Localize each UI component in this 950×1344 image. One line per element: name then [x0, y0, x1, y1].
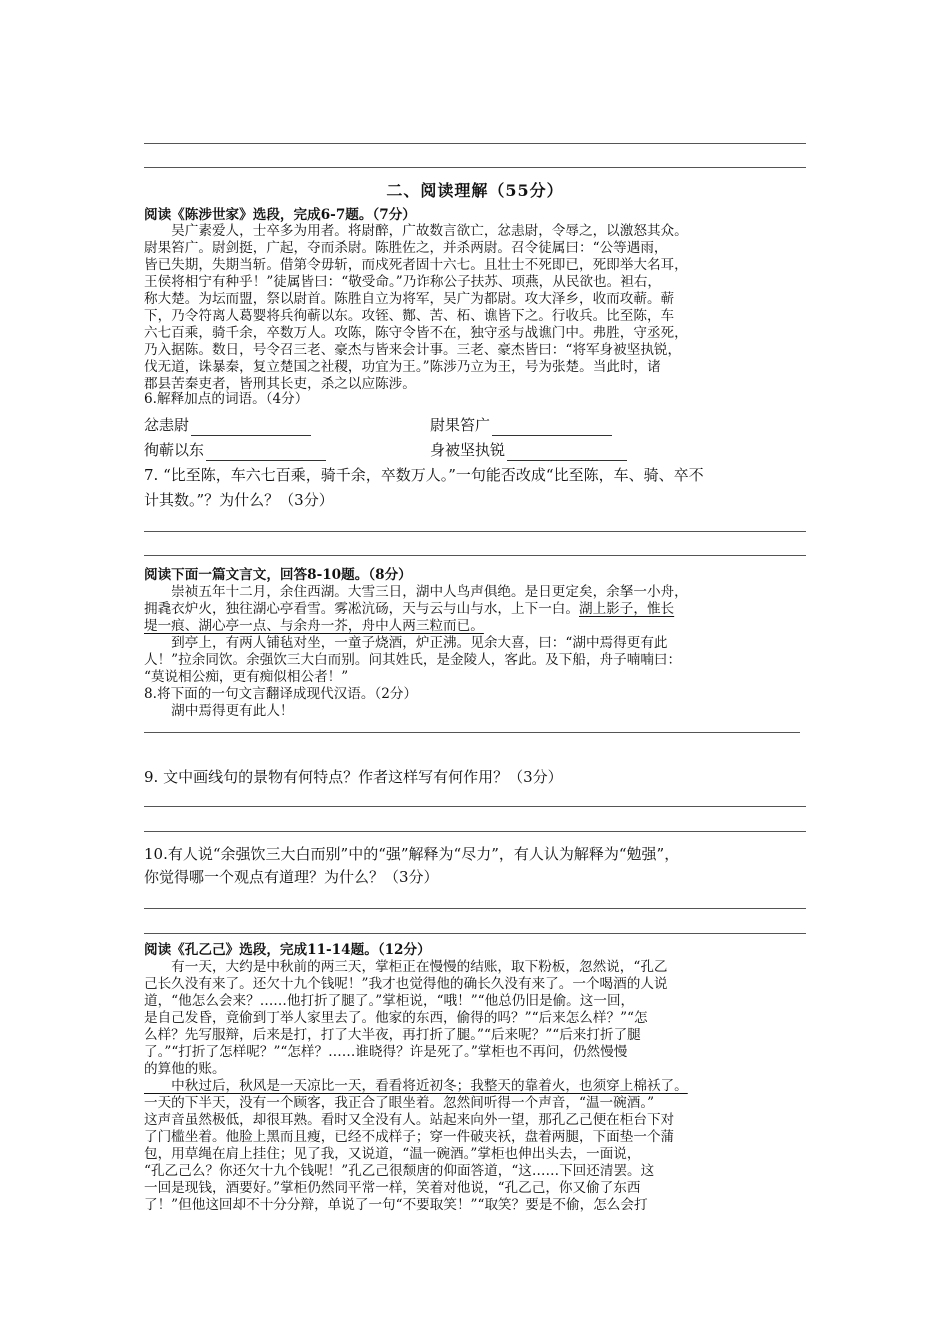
passage-line: 尉果笞广。尉剑挺，广起，夺而杀尉。陈胜佐之，并杀两尉。召令徒属曰：“公等遇雨， [144, 240, 668, 256]
passage-text: 拥毳衣炉火，独往湖心亭看雪。雾凇沆砀，天与云与山与水，上下一白。 [144, 601, 579, 617]
passage-line: 了。”“打折了怎样呢？”“怎样？……谁晓得？许是死了。”掌柜也不再问，仍然慢慢 [144, 1044, 628, 1060]
passage-line: 吴广素爱人，士卒多为用者。将尉醉，广故数言欲亡，忿恚尉，令辱之，以激怒其众。 [144, 223, 688, 239]
passage-line: 王侯将相宁有种乎！”徒属皆曰：“敬受命。”乃诈称公子扶苏、项燕，从民欲也。袒右， [144, 274, 662, 290]
passage-line: 了！”但他这回却不十分分辩，单说了一句“不要取笑！”“取笑？要是不偷，怎么会打 [144, 1197, 648, 1213]
passage-line: 这声音虽然极低，却很耳熟。看时又全没有人。站起来向外一望，那孔乙己便在柜台下对 [144, 1112, 675, 1128]
passage-line: 一天的下半天，没有一个顾客，我正合了眼坐着。忽然间听得一个声音，“温一碗酒。” [144, 1095, 655, 1111]
reading2-header: 阅读下面一篇文言文，回答8-10题。（8分） [144, 567, 412, 583]
question-7: 7. “比至陈，车六七百乘，骑千余，卒数万人。”一句能否改成“比至陈，车、骑、卒不 [144, 466, 704, 484]
question-10: 10.有人说“余强饮三大白而别”中的“强”解释为“尽力”，有人认为解释为“勉强”， [144, 845, 680, 863]
passage-line: 崇祯五年十二月，余住西湖。大雪三日，湖中人鸟声俱绝。是日更定矣，余拏一小舟， [144, 584, 688, 600]
answer-line[interactable] [144, 531, 806, 532]
passage-line: 下，乃令符离人葛婴将兵徇蕲以东。攻铚、酂、苦、柘、谯皆下之。行收兵。比至陈，车 [144, 308, 675, 324]
answer-line[interactable] [144, 555, 806, 556]
passage-line: 有一天，大约是中秋前的两三天，掌柜正在慢慢的结账，取下粉板，忽然说，“孔乙 [144, 959, 668, 975]
question-8: 8.将下面的一句文言翻译成现代汉语。（2分） [144, 686, 418, 702]
q6-item [430, 414, 612, 436]
q6-item [430, 439, 627, 461]
answer-line [144, 167, 806, 168]
answer-line[interactable] [144, 933, 806, 934]
answer-line[interactable] [144, 831, 806, 832]
q6-item-label: 忿恚尉 [144, 416, 190, 434]
reading3-header: 阅读《孔乙己》选段，完成11-14题。（12分） [144, 942, 431, 958]
passage-line: 六七百乘，骑千余，卒数万人。攻陈，陈守令皆不在，独守丞与战谯门中。弗胜，守丞死， [144, 325, 688, 341]
q6-item-label: 徇蕲以东 [144, 441, 205, 459]
question-8-sentence: 湖中焉得更有此人！ [144, 703, 294, 719]
answer-line[interactable] [144, 908, 806, 909]
question-7-cont: 计其数。”？为什么？（3分） [144, 491, 334, 509]
question-6: 6.解释加点的词语。（4分） [144, 391, 309, 407]
passage-line [144, 601, 674, 618]
answer-line [144, 143, 806, 144]
answer-line[interactable] [144, 806, 806, 807]
passage-line: 么样？先写服辩，后来是打，打了大半夜，再打折了腿。”“后来呢？”“后来打折了腿 [144, 1027, 641, 1043]
passage-line: 了门槛坐着。他脸上黑而且瘦，已经不成样子；穿一件破夹袄，盘着两腿，下面垫一个蒲 [144, 1129, 675, 1145]
question-9: 9. 文中画线句的景物有何特点？作者这样写有何作用？（3分） [144, 768, 563, 786]
q6-answer-field[interactable] [191, 421, 311, 436]
passage-line: 皆已失期，失期当斩。借第令毋斩，而戍死者固十六七。且壮士不死即已，死即举大名耳， [144, 257, 688, 273]
passage-line: 到亭上，有两人铺毡对坐，一童子烧酒，炉正沸。见余大喜，曰：“湖中焉得更有此 [144, 635, 668, 651]
passage-line: 人！”拉余同饮。余强饮三大白而别。问其姓氏，是金陵人，客此。及下船，舟子喃喃曰： [144, 652, 682, 668]
passage-line: 己长久没有来了。还欠十九个钱呢！”我才也觉得他的确长久没有来了。一个喝酒的人说 [144, 976, 668, 992]
passage-line: 称大楚。为坛而盟，祭以尉首。陈胜自立为将军，吴广为都尉。攻大泽乡，收而攻蕲。蕲 [144, 291, 675, 307]
passage-line: 是自己发昏，竟偷到丁举人家里去了。他家的东西，偷得的吗？”“后来怎么样？”“怎 [144, 1010, 648, 1026]
section-title: 二、阅读理解（55分） [386, 181, 564, 200]
passage-line: “孔乙己么？你还欠十九个钱呢！”孔乙己很颓唐的仰面答道，“这……下回还清罢。这 [144, 1163, 655, 1179]
underlined-sentence: 湖上影子，惟长 [579, 601, 675, 617]
reading1-header: 阅读《陈涉世家》选段，完成6-7题。（7分） [144, 207, 416, 223]
passage-line: 郡县苦秦吏者，皆刑其长吏，杀之以应陈涉。 [144, 376, 416, 392]
passage-line: 一回是现钱，酒要好。”掌柜仍然同平常一样，笑着对他说，“孔乙己，你又偷了东西 [144, 1180, 641, 1196]
question-10-cont: 你觉得哪一个观点有道理？为什么？（3分） [144, 868, 439, 886]
underlined-sentence: 中秋过后，秋风是一天凉比一天，看看将近初冬；我整天的靠着火，也须穿上棉袄了。 [144, 1078, 688, 1094]
underlined-sentence: 堤一痕、湖心亭一点、与余舟一芥，舟中人两三粒而已。 [144, 618, 484, 634]
passage-line: 的算他的账。 [144, 1061, 226, 1077]
passage-line: 包，用草绳在肩上挂住；见了我，又说道，“温一碗酒。”掌柜也伸出头去，一面说， [144, 1146, 641, 1162]
q6-item-label: 尉果笞广 [430, 416, 491, 434]
q6-answer-field[interactable] [492, 421, 612, 436]
q6-answer-field[interactable] [206, 446, 326, 461]
q6-item [144, 439, 326, 461]
q6-item-label: 身被坚执锐 [430, 441, 506, 459]
passage-line: “莫说相公痴，更有痴似相公者！” [144, 669, 349, 685]
passage-line: 乃入据陈。数日，号令召三老、豪杰与皆来会计事。三老、豪杰皆曰：“将军身被坚执锐， [144, 342, 682, 358]
passage-line: 伐无道，诛暴秦，复立楚国之社稷，功宜为王。”陈涉乃立为王，号为张楚。当此时，诸 [144, 359, 661, 375]
passage-line: 道，“他怎么会来？……他打折了腿了。”掌柜说，“哦！”“他总仍旧是偷。这一回， [144, 993, 635, 1009]
q6-answer-field[interactable] [507, 446, 627, 461]
q6-item [144, 414, 311, 436]
answer-line[interactable] [144, 732, 800, 733]
